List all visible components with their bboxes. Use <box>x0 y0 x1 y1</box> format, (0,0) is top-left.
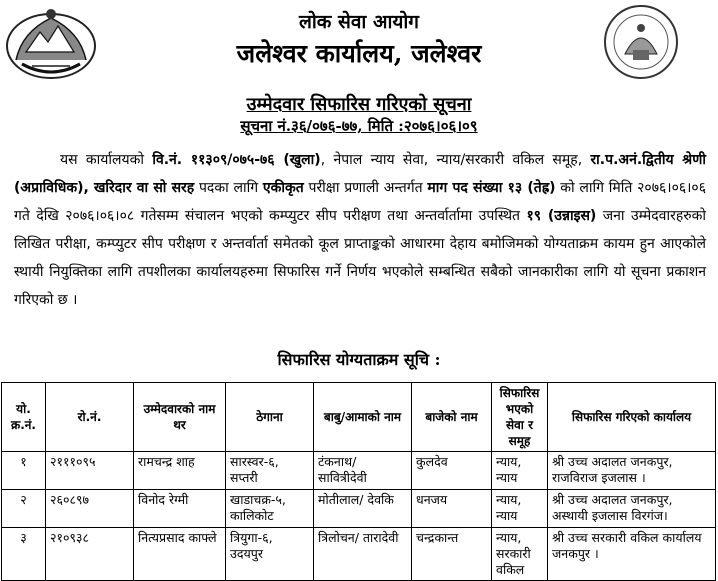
header-candidate-name: उम्मेदवारको नाम थर <box>134 383 226 452</box>
cell-parents: मोतीलाल/ देवकि <box>314 490 412 528</box>
cell-parents: त्रिलोचन/ तारादेवी <box>314 528 412 581</box>
cell-office: श्री उच्च सरकारी वकिल कार्यालय जनकपुर । <box>548 528 716 581</box>
cell-roll-no: २१११०९५ <box>46 452 134 490</box>
cell-serial: ३ <box>2 528 46 581</box>
table-header-row <box>2 383 716 452</box>
cell-service: न्याय, सरकारी वकिल <box>492 528 548 581</box>
table-row <box>2 528 716 581</box>
cell-grandfather: कुलदेव <box>412 452 492 490</box>
cell-serial: २ <box>2 490 46 528</box>
cell-office: श्री उच्च अदालत जनकपुर, राजविराज इजलास । <box>548 452 716 490</box>
cell-name: रामचन्द्र शाह <box>134 452 226 490</box>
cell-serial: १ <box>2 452 46 490</box>
cell-name: विनोद रेग्मी <box>134 490 226 528</box>
office-name: जलेश्वर कार्यालय, जलेश्वर <box>236 39 482 68</box>
header-grandfather: बाजेको नाम <box>412 383 492 452</box>
header-parents: बाबु/आमाको नाम <box>314 383 412 452</box>
org-name: लोक सेवा आयोग <box>298 11 419 33</box>
header-roll-no: रो.नं. <box>46 383 134 452</box>
cell-address: त्रियुगा-६, उदयपुर <box>226 528 314 581</box>
cell-grandfather: चन्द्रकान्त <box>412 528 492 581</box>
cell-service: न्याय, न्याय <box>492 490 548 528</box>
header-address: ठेगाना <box>226 383 314 452</box>
cell-address: सारस्वर-६, सप्तरी <box>226 452 314 490</box>
recommendation-table <box>1 382 716 581</box>
cell-roll-no: २६०८९७ <box>46 490 134 528</box>
header-office: सिफारिस गरिएको कार्यालय <box>548 383 716 452</box>
header-service-group: सिफारिस भएको सेवा र समूह <box>492 383 548 452</box>
notice-body: यस कार्यालयको वि.नं. ११३०९/०७५-७६ (खुला), नेपाल न्याय सेवा, न्याय/सरकारी वकिल समूह, रा.प.अनं.द्वितीय श्रेणी (अप्राविधिक), खरिदार वा सो सरह पदका लागि एकीकृत परीक्षा प्रणाली अन्तर्गत माग पद संख्या १३ (तेह्र) को लागि मिति २०७६।०६।०६ गते देखि २०७६।०६।०८ गतेसम्म संचालन भएको कम्प्युटर सीप परीक्षण तथा अन्तर्वार्तामा उपस्थित १९ (उन्नाइस) जना उम्मेदवारहरुको लिखित परीक्षा, कम्प्युटर सीप परीक्षण र अन्तर्वार्ता समेतको कूल प्राप्ताङ्कको आधारमा देहाय बमोजिमको योग्यताक्रम कायम हुन आएकोले स्थायी नियुक्तिका लागि तपशीलका कार्यालयहरुमा सिफारिस गर्ने निर्णय भएकोले सम्बन्धित सबैको जानकारीका लागि यो सूचना प्रकाशन गरिएको छ । <box>14 152 706 308</box>
cell-parents: टंकनाथ/ सावित्रीदेवी <box>314 452 412 490</box>
table-row <box>2 452 716 490</box>
cell-service: न्याय, न्याय <box>492 452 548 490</box>
cell-address: खाडाचक्र-५, कालिकोट <box>226 490 314 528</box>
table-row <box>2 490 716 528</box>
cell-grandfather: धनजय <box>412 490 492 528</box>
notice-title: उम्मेदवार सिफारिस गरिएको सूचना <box>246 94 472 115</box>
cell-name: नित्यप्रसाद काफ्ले <box>134 528 226 581</box>
header-serial: यो. क्र.नं. <box>2 383 46 452</box>
cell-office: श्री उच्च अदालत जनकपुर, अस्थायी इजलास विरगंज। <box>548 490 716 528</box>
list-title: सिफारिस योग्यताक्रम सूचि : <box>277 350 441 369</box>
notice-reference: सूचना नं.३६/०७६-७७, मिति :२०७६।०६।०९ <box>240 117 478 135</box>
cell-roll-no: २१०९३८ <box>46 528 134 581</box>
